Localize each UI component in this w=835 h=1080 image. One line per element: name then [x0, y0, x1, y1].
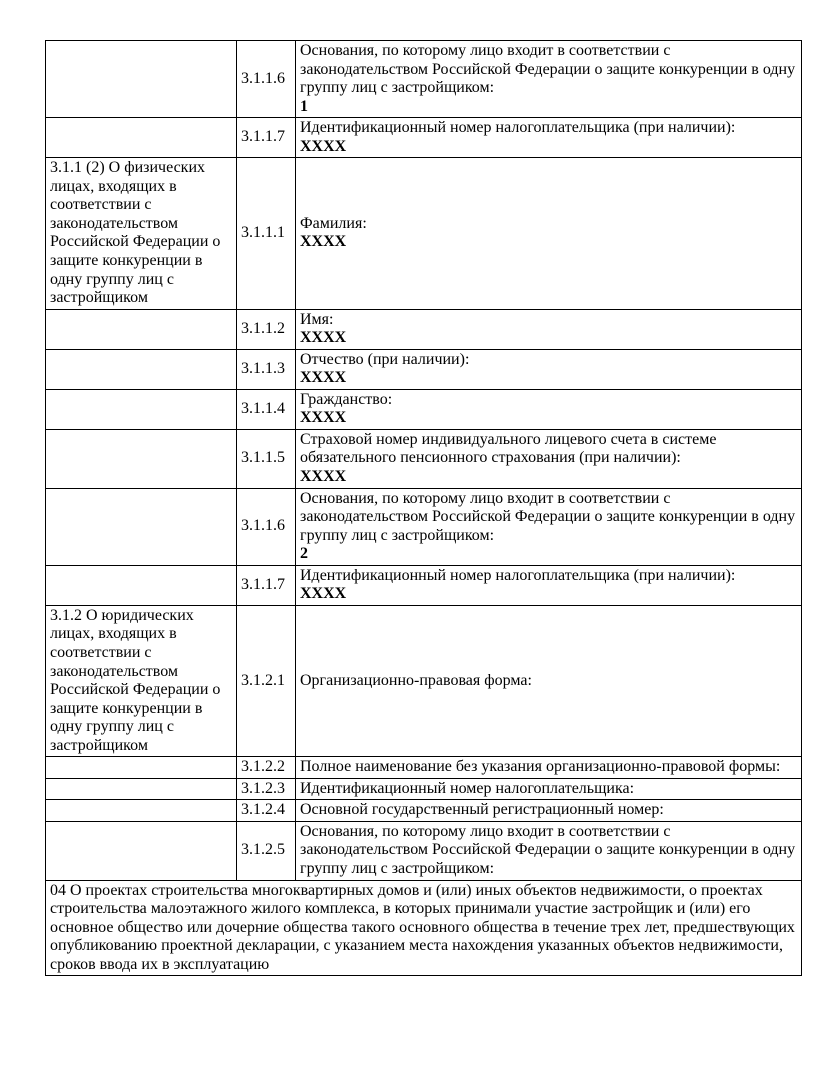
field-cell — [296, 429, 802, 488]
code-cell — [237, 118, 296, 158]
field-label: Основания, по которому лицо входит в соответствии с законодательством Российской Федерации о защите конкуренции в одну группу лиц с застройщиком: — [300, 42, 796, 97]
code-cell — [237, 800, 296, 822]
field-value: 2 — [300, 545, 308, 563]
table-row — [46, 778, 802, 800]
section-text: 3.1.2 О юридических лицах, входящих в соответствии с законодательством Российской Федерации о защите конкуренции в одну группу лиц с застройщиком — [50, 606, 221, 754]
field-cell — [296, 349, 802, 389]
code-text: 3.1.2.5 — [241, 841, 285, 859]
code-cell — [237, 349, 296, 389]
section-cell — [46, 41, 237, 118]
field-value: ХХХХ — [300, 329, 347, 347]
field-cell — [296, 158, 802, 309]
code-cell — [237, 309, 296, 349]
section-cell — [46, 778, 237, 800]
field-label: Страховой номер индивидуального лицевого счета в системе обязательного пенсионного страхования (при наличии): — [300, 430, 717, 467]
code-cell — [237, 389, 296, 429]
field-cell — [296, 565, 802, 605]
code-cell — [237, 821, 296, 880]
section-04-heading: 04 О проектах строительства многоквартирных домов и (или) иных объектов недвижимости, о проектах строительства малоэтажного жилого комплекса, в которых принимали участие застройщик и (или) его основное общество или дочерние общества такого основного общества в течение трех лет, предшествующих опубликованию проектной декларации, с указанием места нахождения указанных объектов недвижимости, сроков ввода их в эксплуатацию — [46, 880, 802, 976]
code-text: 3.1.2.1 — [241, 671, 285, 689]
field-label: Основания, по которому лицо входит в соответствии с законодательством Российской Федерации о защите конкуренции в одну группу лиц с застройщиком: — [300, 489, 796, 544]
field-cell — [296, 41, 802, 118]
table-row — [46, 605, 802, 756]
section-cell — [46, 565, 237, 605]
code-text: 3.1.1.6 — [241, 69, 285, 87]
field-cell — [296, 800, 802, 822]
field-label: Основной государственный регистрационный номер: — [300, 801, 664, 819]
field-value: 1 — [300, 97, 308, 115]
section-cell — [46, 309, 237, 349]
table-row — [46, 565, 802, 605]
field-label: Идентификационный номер налогоплательщика (при наличии): — [300, 119, 736, 137]
field-label: Организационно-правовая форма: — [300, 671, 532, 689]
code-text: 3.1.1.7 — [241, 576, 285, 594]
code-cell — [237, 488, 296, 565]
table-row — [46, 118, 802, 158]
field-cell — [296, 605, 802, 756]
field-value: ХХХХ — [300, 369, 347, 387]
code-cell — [237, 757, 296, 779]
table-row — [46, 309, 802, 349]
code-cell — [237, 778, 296, 800]
field-value: ХХХХ — [300, 468, 347, 486]
code-text: 3.1.1.5 — [241, 449, 285, 467]
field-cell — [296, 389, 802, 429]
section-cell — [46, 118, 237, 158]
table-row — [46, 158, 802, 309]
table-row — [46, 389, 802, 429]
table-row — [46, 488, 802, 565]
code-cell — [237, 429, 296, 488]
field-label: Полное наименование без указания организационно-правовой формы: — [300, 758, 781, 776]
table-row — [46, 821, 802, 880]
code-text: 3.1.1.6 — [241, 517, 285, 535]
table-row — [46, 349, 802, 389]
code-text: 3.1.2.4 — [241, 801, 285, 819]
code-cell — [237, 605, 296, 756]
field-label: Имя: — [300, 310, 334, 328]
field-label: Основания, по которому лицо входит в соответствии с законодательством Российской Федерации о защите конкуренции в одну группу лиц с застройщиком: — [300, 822, 796, 877]
table-row — [46, 41, 802, 118]
code-cell — [237, 565, 296, 605]
code-cell — [237, 41, 296, 118]
code-text: 3.1.2.2 — [241, 758, 285, 776]
field-cell — [296, 488, 802, 565]
table-row — [46, 757, 802, 779]
field-cell — [296, 757, 802, 779]
table-row — [46, 800, 802, 822]
field-cell — [296, 778, 802, 800]
code-text: 3.1.2.3 — [241, 779, 285, 797]
section-cell — [46, 488, 237, 565]
section-cell — [46, 349, 237, 389]
field-label: Идентификационный номер налогоплательщика: — [300, 779, 635, 797]
table-row — [46, 429, 802, 488]
section-cell — [46, 389, 237, 429]
field-value: ХХХХ — [300, 233, 347, 251]
field-label: Отчество (при наличии): — [300, 350, 470, 368]
field-label: Фамилия: — [300, 214, 367, 232]
field-cell — [296, 309, 802, 349]
declaration-table — [45, 40, 802, 976]
section-cell — [46, 429, 237, 488]
field-value: ХХХХ — [300, 585, 347, 603]
section-cell — [46, 158, 237, 309]
field-value: ХХХХ — [300, 137, 347, 155]
table-footer-row — [46, 880, 802, 976]
field-label: Идентификационный номер налогоплательщика (при наличии): — [300, 566, 736, 584]
code-text: 3.1.1.1 — [241, 224, 285, 242]
section-cell — [46, 800, 237, 822]
code-text: 3.1.1.3 — [241, 360, 285, 378]
field-cell — [296, 821, 802, 880]
code-text: 3.1.1.4 — [241, 400, 285, 418]
code-text: 3.1.1.2 — [241, 319, 285, 337]
section-cell — [46, 821, 237, 880]
field-label: Гражданство: — [300, 390, 393, 408]
section-cell — [46, 757, 237, 779]
section-text: 3.1.1 (2) О физических лицах, входящих в соответствии с законодательством Российской Федерации о защите конкуренции в одну группу лиц с застройщиком — [50, 159, 221, 307]
field-cell — [296, 118, 802, 158]
field-value: ХХХХ — [300, 409, 347, 427]
code-text: 3.1.1.7 — [241, 128, 285, 146]
code-cell — [237, 158, 296, 309]
section-cell — [46, 605, 237, 756]
